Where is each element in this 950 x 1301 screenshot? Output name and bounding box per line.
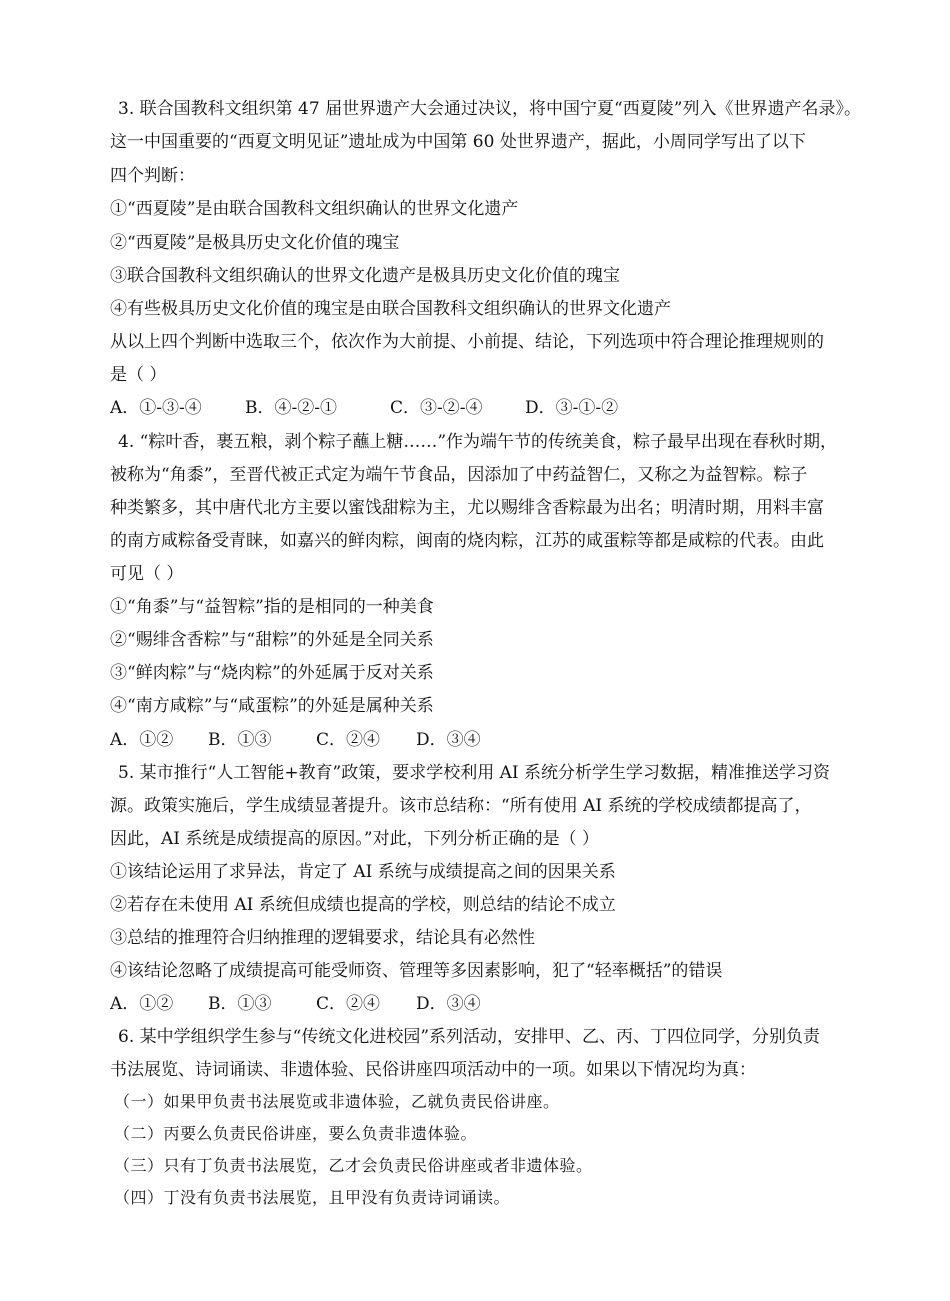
q4-line-4: 的南方咸粽备受青睐，如嘉兴的鲜肉粽，闽南的烧肉粽，江苏的咸蛋粽等都是咸粽的代表。由此: [110, 531, 824, 551]
q5-statement-4: ④该结论忽略了成绩提高可能受师资、管理等多因素影响，犯了“轻率概括”的错误: [110, 961, 723, 981]
q5-line-1: 5. 某市推行“人工智能+教育”政策，要求学校利用 AI 系统分析学生学习数据，精准推送学习资: [118, 763, 831, 783]
q4-options: [110, 729, 481, 751]
q5-statement-1: ①该结论运用了求异法，肯定了 AI 系统与成绩提高之间的因果关系: [110, 862, 616, 882]
q6-line-1: 6. 某中学组织学生参与“传统文化进校园”系列活动，安排甲、乙、丙、丁四位同学，分别负责: [118, 1027, 821, 1047]
q5-statement-2: ②若存在未使用 AI 系统但成绩也提高的学校，则总结的结论不成立: [110, 895, 616, 915]
q3-line-2: 这一中国重要的“西夏文明见证”遗址成为中国第 60 处世界遗产，据此，小周同学写出了以下: [110, 132, 806, 152]
q3-statement-1: ①“西夏陵”是由联合国教科文组织确认的世界文化遗产: [110, 199, 519, 219]
q4-line-5: 可见（ ）: [110, 564, 184, 584]
q3-line-9: 是（ ）: [110, 365, 167, 385]
q4-option-c[interactable]: C．②④: [316, 730, 381, 750]
q5-line-3: 因此，AI 系统是成绩提高的原因。”对此，下列分析正确的是（ ）: [110, 829, 599, 849]
q4-line-2: 被称为“角黍”，至晋代被正式定为端午节食品，因添加了中药益智仁，又称之为益智粽。粽子: [110, 465, 808, 485]
q4-statement-1: ①“角黍”与“益智粽”指的是相同的一种美食: [110, 597, 434, 617]
q3-line-1: 3. 联合国教科文组织第 47 届世界遗产大会通过决议，将中国宁夏“西夏陵”列入《世界遗产名录》。: [118, 99, 861, 119]
q3-line-3: 四个判断：: [110, 166, 195, 186]
q4-line-1: 4. “粽叶香，裹五粮，剥个粽子蘸上糖……”作为端午节的传统美食，粽子最早出现在春秋时期，: [118, 432, 838, 452]
q3-options: [110, 397, 618, 419]
q3-option-b[interactable]: B．④-②-①: [245, 398, 337, 418]
q5-options: [110, 993, 481, 1015]
q3-option-c[interactable]: C．③-②-④: [390, 398, 483, 418]
q4-statement-3: ③“鲜肉粽”与“烧肉粽”的外延属于反对关系: [110, 663, 434, 683]
q3-statement-2: ②“西夏陵”是极具历史文化价值的瑰宝: [110, 233, 400, 253]
q5-option-c[interactable]: C．②④: [316, 994, 381, 1014]
q6-condition-4: （四）丁没有负责书法展览，且甲没有负责诗词诵读。: [114, 1188, 511, 1207]
q6-condition-3: （三）只有丁负责书法展览，乙才会负责民俗讲座或者非遗体验。: [114, 1156, 593, 1175]
q5-option-a[interactable]: A．①②: [110, 994, 174, 1014]
q3-statement-4: ④有些极具历史文化价值的瑰宝是由联合国教科文组织确认的世界文化遗产: [110, 299, 671, 319]
q4-option-b[interactable]: B．①③: [208, 730, 272, 750]
q4-line-3: 种类繁多，其中唐代北方主要以蜜饯甜粽为主，尤以赐绯含香粽最为出名；明清时期，用料丰富: [110, 498, 824, 518]
q6-line-2: 书法展览、诗词诵读、非遗体验、民俗讲座四项活动中的一项。如果以下情况均为真：: [110, 1060, 756, 1080]
q5-option-d[interactable]: D．③④: [416, 994, 481, 1014]
q5-option-b[interactable]: B．①③: [208, 994, 272, 1014]
q3-statement-3: ③联合国教科文组织确认的世界文化遗产是极具历史文化价值的瑰宝: [110, 266, 620, 286]
q3-line-8: 从以上四个判断中选取三个，依次作为大前提、小前提、结论，下列选项中符合理论推理规则的: [110, 332, 824, 352]
q3-option-a[interactable]: A．①-③-④: [110, 398, 202, 418]
q5-statement-3: ③总结的推理符合归纳推理的逻辑要求，结论具有必然性: [110, 928, 535, 948]
q4-option-d[interactable]: D．③④: [416, 730, 481, 750]
q4-option-a[interactable]: A．①②: [110, 730, 174, 750]
q6-condition-2: （二）丙要么负责民俗讲座，要么负责非遗体验。: [114, 1124, 478, 1143]
q6-condition-1: （一）如果甲负责书法展览或非遗体验，乙就负责民俗讲座。: [114, 1092, 560, 1111]
q3-option-d[interactable]: D．③-①-②: [525, 398, 619, 418]
q5-line-2: 源。政策实施后，学生成绩显著提升。该市总结称：“所有使用 AI 系统的学校成绩都提高了，: [110, 796, 812, 816]
q4-statement-2: ②“赐绯含香粽”与“甜粽”的外延是全同关系: [110, 630, 434, 650]
q4-statement-4: ④“南方咸粽”与“咸蛋粽”的外延是属种关系: [110, 696, 434, 716]
